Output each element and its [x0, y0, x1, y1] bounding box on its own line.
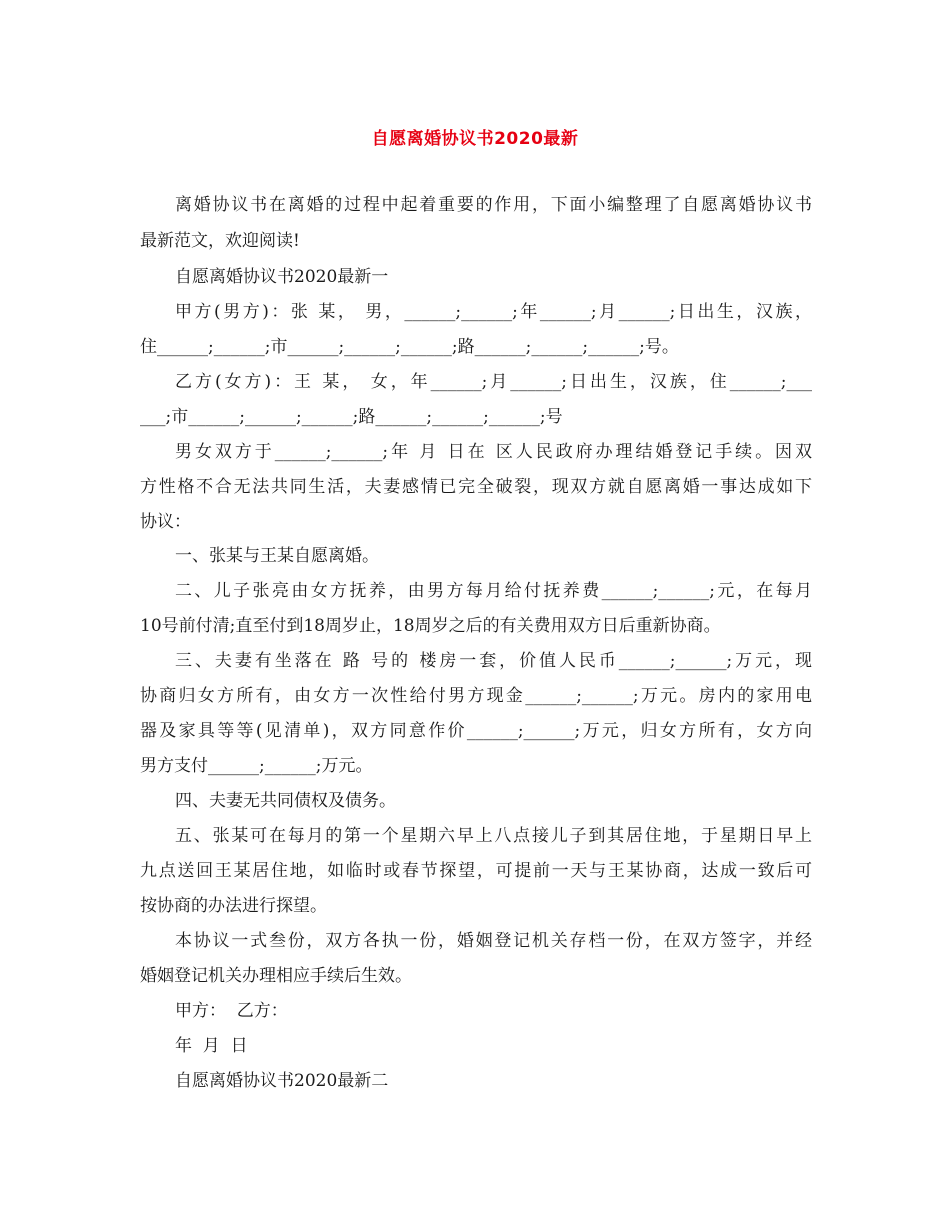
clause-1: 一、张某与王某自愿离婚。 [175, 546, 379, 566]
clause-3-line-3: 器及家具等等(见清单)，双方同意作价______;______;万元，归女方所有，女方向 [140, 721, 812, 741]
clause-4: 四、夫妻无共同债权及债务。 [175, 791, 396, 811]
clause-2-line-2: 10号前付清;直至付到18周岁止，18周岁之后的有关费用双方日后重新协商。 [140, 616, 721, 636]
copies-line-2: 婚姻登记机关办理相应手续后生效。 [140, 966, 412, 986]
clause-3-line-1: 三、夫妻有坐落在 路 号的 楼房一套，价值人民币______;______;万元，现 [175, 651, 812, 671]
party-a-line-2: 住______;______;市______;______;______;路______;______;______;号。 [140, 337, 679, 357]
clause-2-line-1: 二、儿子张亮由女方抚养，由男方每月给付抚养费______;______;元，在每月 [175, 581, 812, 601]
section-heading-1: 自愿离婚协议书2020最新一 [175, 267, 389, 287]
party-b-line-2: ___;市______;______;______;路______;______;______;号 [140, 407, 563, 427]
document-title: 自愿离婚协议书2020最新 [371, 129, 579, 149]
party-b-line-1: 乙方(女方)：王 某， 女，年______;月______;日出生，汉族，住______;___ [175, 372, 812, 392]
party-a-line-1: 甲方(男方)：张 某， 男，______;______;年______;月______;日出生，汉族， [175, 302, 812, 322]
clause-5-line-1: 五、张某可在每月的第一个星期六早上八点接儿子到其居住地，于星期日早上 [175, 826, 812, 846]
marriage-line-1: 男女双方于______;______;年 月 日在 区人民政府办理结婚登记手续。因双 [175, 442, 812, 462]
date-line: 年 月 日 [175, 1036, 248, 1056]
marriage-line-2: 方性格不合无法共同生活，夫妻感情已完全破裂，现双方就自愿离婚一事达成如下 [140, 477, 812, 497]
signature-line: 甲方： 乙方： [175, 1001, 288, 1021]
clause-5-line-3: 按协商的办法进行探望。 [140, 896, 327, 916]
intro-line-2: 最新范文，欢迎阅读! [140, 231, 300, 251]
intro-line-1: 离婚协议书在离婚的过程中起着重要的作用，下面小编整理了自愿离婚协议书 [175, 195, 812, 215]
copies-line-1: 本协议一式叁份，双方各执一份，婚姻登记机关存档一份，在双方签字，并经 [175, 931, 812, 951]
marriage-line-3: 协议： [140, 512, 191, 532]
section-heading-2: 自愿离婚协议书2020最新二 [175, 1071, 389, 1091]
clause-3-line-4: 男方支付______;______;万元。 [140, 756, 373, 776]
clause-5-line-2: 九点送回王某居住地，如临时或春节探望，可提前一天与王某协商，达成一致后可 [140, 861, 812, 881]
clause-3-line-2: 协商归女方所有，由女方一次性给付男方现金______;______;万元。房内的家用电 [140, 686, 812, 706]
